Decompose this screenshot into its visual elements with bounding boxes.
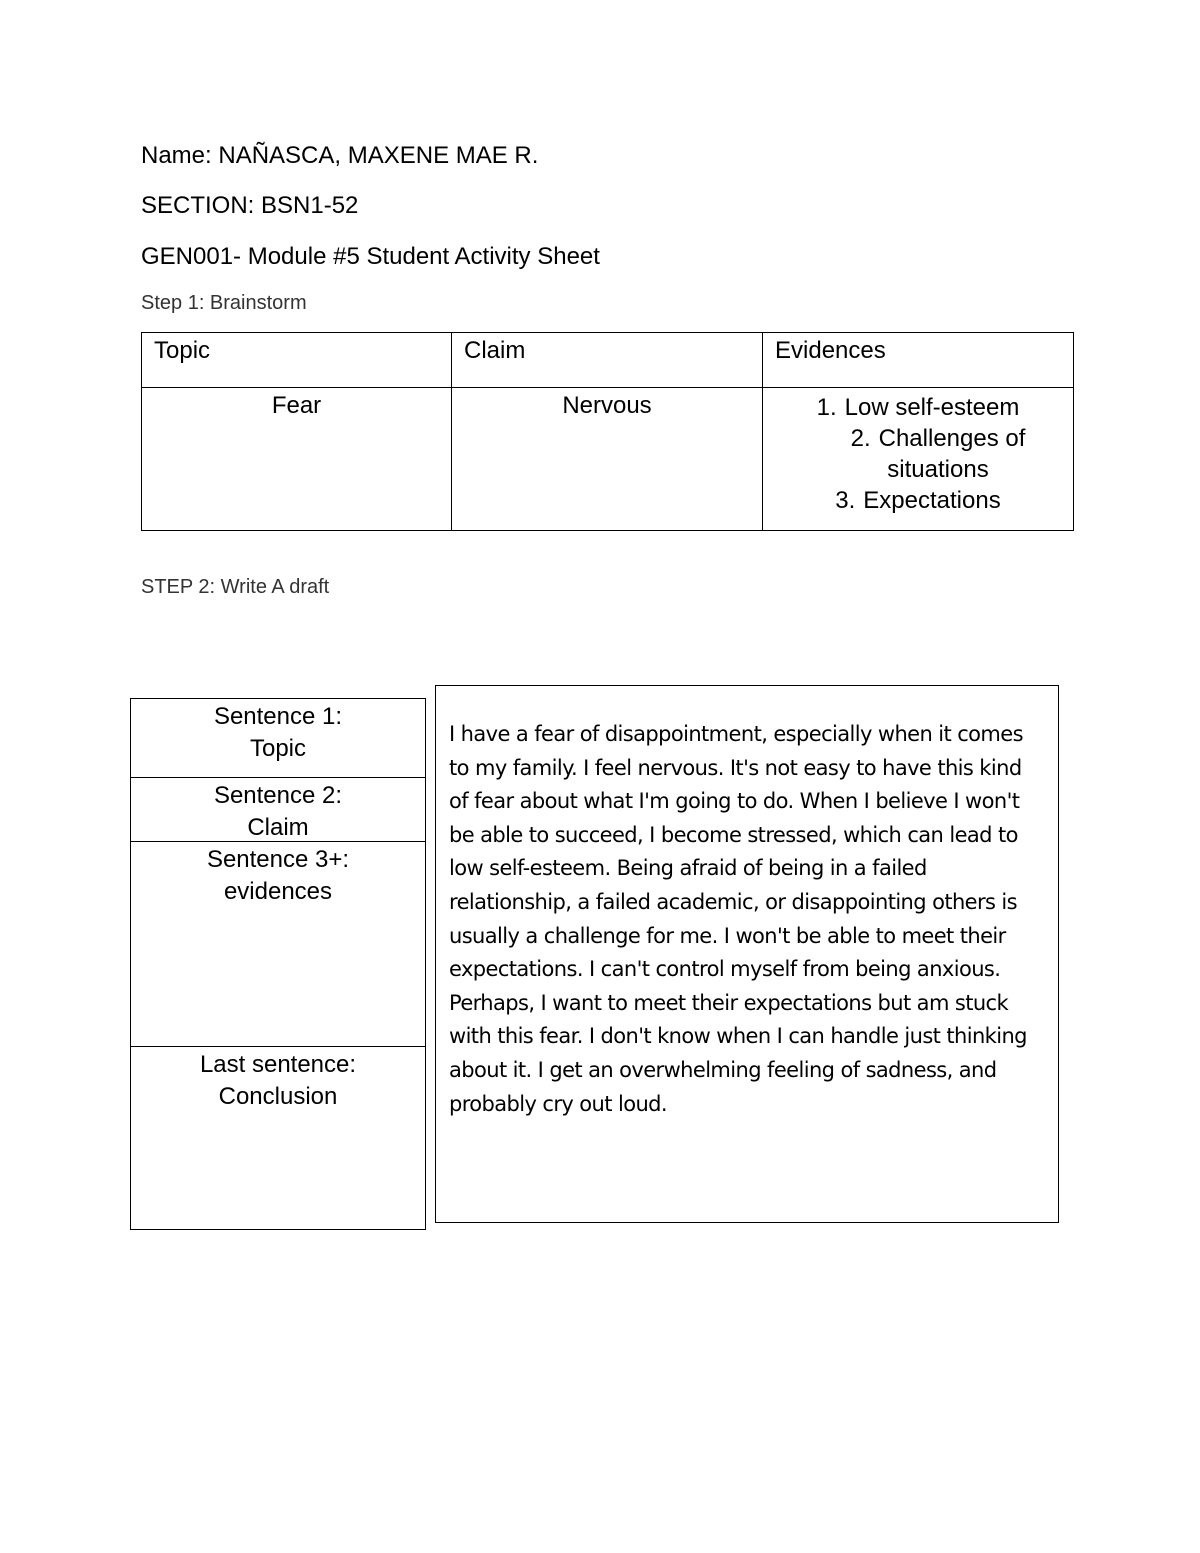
brainstorm-row: [142, 388, 1074, 531]
evidence-text: Challenges of situations: [878, 425, 1026, 483]
column-header-evidences: Evidences: [763, 333, 1074, 388]
evidence-number: 3.: [835, 487, 856, 514]
brainstorm-header-row: [142, 333, 1074, 388]
evidence-item: [775, 392, 1061, 423]
outline-cell-topic: [131, 699, 425, 778]
evidence-list: [775, 392, 1061, 516]
outline-label: Last sentence:: [199, 1051, 357, 1078]
outline-cell-evidences: [131, 842, 425, 1047]
evidence-number: 1.: [816, 394, 837, 421]
outline-cell-claim: [131, 778, 425, 842]
step2-label: STEP 2: Write A draft: [141, 576, 330, 598]
student-name: Name: NAÑASCA, MAXENE MAE R.: [141, 142, 539, 169]
evidence-number: 2.: [850, 425, 871, 452]
outline-sublabel: evidences: [223, 878, 333, 905]
outline-sublabel: Conclusion: [218, 1083, 338, 1110]
evidence-text: Low self-esteem: [844, 394, 1020, 421]
student-section: SECTION: BSN1-52: [141, 192, 359, 219]
brainstorm-table: [141, 332, 1074, 531]
claim-cell: Nervous: [452, 388, 763, 531]
page-title: GEN001- Module #5 Student Activity Sheet: [141, 243, 600, 270]
column-header-topic: Topic: [142, 333, 452, 388]
evidence-item: [775, 485, 1061, 516]
step1-label: Step 1: Brainstorm: [141, 292, 307, 314]
outline-cell-conclusion: [131, 1047, 425, 1229]
column-header-claim: Claim: [452, 333, 763, 388]
outline-label: Sentence 1:: [213, 703, 343, 730]
outline-sublabel: Claim: [247, 814, 309, 841]
draft-paragraph: I have a fear of disappointment, especially when it comes to my family. I feel nervous. It's not easy to have this kind of fear about what I'm going to do. When I believe I won't be able to succeed, I become stressed, which can lead to low self-esteem. Being afraid of being in a failed relationship, a failed academic, or disappointing others is usually a challenge for me. I won't be able to meet their expectations. I can't control myself from being anxious. Perhaps, I want to meet their expectations but am stuck with this fear. I don't know when I can handle just thinking about it. I get an overwhelming feeling of sadness, and probably cry out loud.: [449, 722, 1027, 1116]
evidence-item: [775, 423, 1061, 485]
topic-cell: Fear: [142, 388, 452, 531]
draft-paragraph-box: [435, 685, 1059, 1223]
outline-sublabel: Topic: [249, 735, 307, 762]
outline-label: Sentence 2:: [213, 782, 343, 809]
outline-label: Sentence 3+:: [206, 846, 350, 873]
evidences-cell: [763, 388, 1074, 531]
evidence-text: Expectations: [863, 487, 1001, 514]
sentence-outline: [130, 698, 426, 1230]
